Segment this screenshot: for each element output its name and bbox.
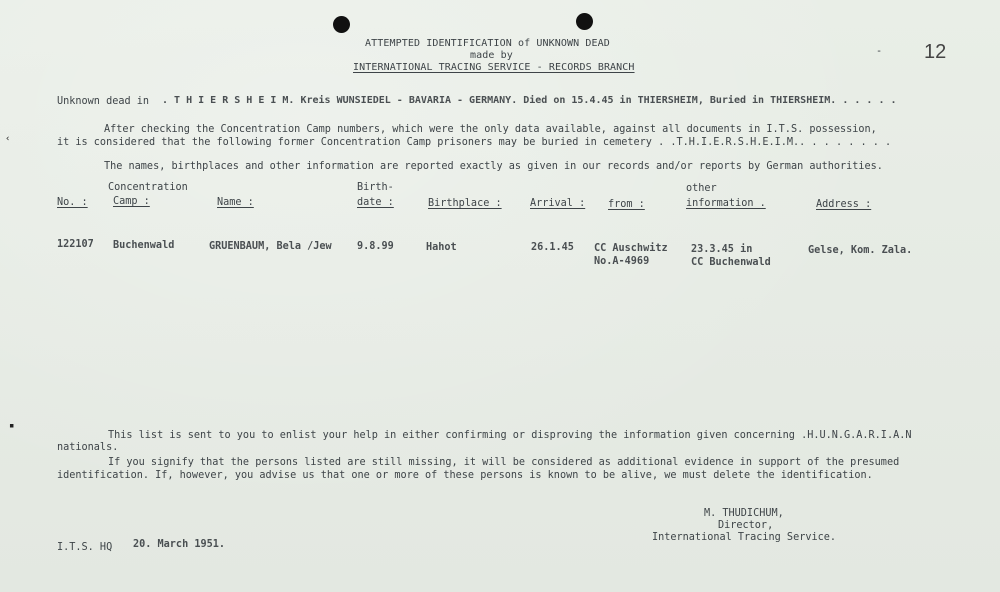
cell-birthplace: Hahot (426, 242, 457, 253)
cell-address: Gelse, Kom. Zala. (808, 245, 913, 256)
cell-other-2: CC Buchenwald (691, 257, 771, 268)
date-value: 20. March 1951. (133, 539, 226, 550)
cell-birthdate: 9.8.99 (357, 241, 394, 252)
header-address: Address : (816, 199, 872, 210)
cell-other-1: 23.3.45 in (691, 244, 753, 255)
header-name: Name : (217, 197, 254, 208)
header-dash: - (876, 46, 883, 57)
cell-from-2: No.A-4969 (594, 256, 650, 267)
date-prefix: I.T.S. HQ (57, 542, 113, 553)
footer-line-3: If you signify that the persons listed are still missing, it will be considered as additional evidence in support of the presumed (108, 457, 900, 468)
unknown-dead-place: . T H I E R S H E I M. Kreis WUNSIEDEL - BAVARIA - GERMANY. Died on 15.4.45 in THIERSHEIM, Buried in THIERSHEIM. . . . . . (162, 95, 897, 106)
header-camp-top: Concentration (108, 182, 188, 193)
cell-arrival: 26.1.45 (531, 242, 574, 253)
signatory-name: M. THUDICHUM, (704, 508, 784, 519)
signatory-title: Director, (718, 520, 774, 531)
header-other: information . (686, 198, 766, 209)
footer-line-1: This list is sent to you to enlist your help in either confirming or disproving the information given concerning .H.U.N.G.A.R.I.A.N (108, 430, 912, 441)
signatory-organization: International Tracing Service. (652, 532, 837, 543)
header-birthplace: Birthplace : (428, 198, 502, 209)
header-from: from : (608, 199, 645, 210)
header-camp: Camp : (113, 196, 150, 207)
header-arrival: Arrival : (530, 198, 586, 209)
margin-mark: ‹ (5, 134, 11, 144)
unknown-dead-label: Unknown dead in (57, 96, 150, 107)
margin-dot: ▪ (9, 421, 15, 431)
page-number: 12 (924, 41, 947, 63)
organization-line: INTERNATIONAL TRACING SERVICE - RECORDS BRANCH (353, 62, 635, 73)
paragraph-1-line-2: it is considered that the following former Concentration Camp prisoners may be buried in cemetery . .T.H.I.E.R.S.H.E.I.M.. . . . . . . . (57, 137, 892, 148)
footer-line-4: identification. If, however, you advise us that one or more of these persons is known to be alive, we must delete the identification. (57, 470, 873, 481)
made-by-line: made by (470, 50, 513, 61)
header-other-top: other (686, 183, 717, 194)
paragraph-1-line-1: After checking the Concentration Camp numbers, which were the only data available, against all documents in I.T.S. possession, (104, 124, 877, 135)
punch-hole-right (576, 13, 593, 30)
cell-camp: Buchenwald (113, 240, 175, 251)
cell-from-1: CC Auschwitz (594, 243, 668, 254)
cell-no: 122107 (57, 239, 94, 250)
cell-name: GRUENBAUM, Bela /Jew (209, 241, 332, 252)
paragraph-2: The names, birthplaces and other information are reported exactly as given in our records and/or reports by German authorities. (104, 161, 883, 172)
header-birthdate-top: Birth- (357, 182, 394, 193)
document-title: ATTEMPTED IDENTIFICATION of UNKNOWN DEAD (365, 38, 610, 49)
header-no: No. : (57, 197, 88, 208)
header-birthdate: date : (357, 197, 394, 208)
footer-line-2: nationals. (57, 442, 119, 453)
punch-hole-left (333, 16, 350, 33)
